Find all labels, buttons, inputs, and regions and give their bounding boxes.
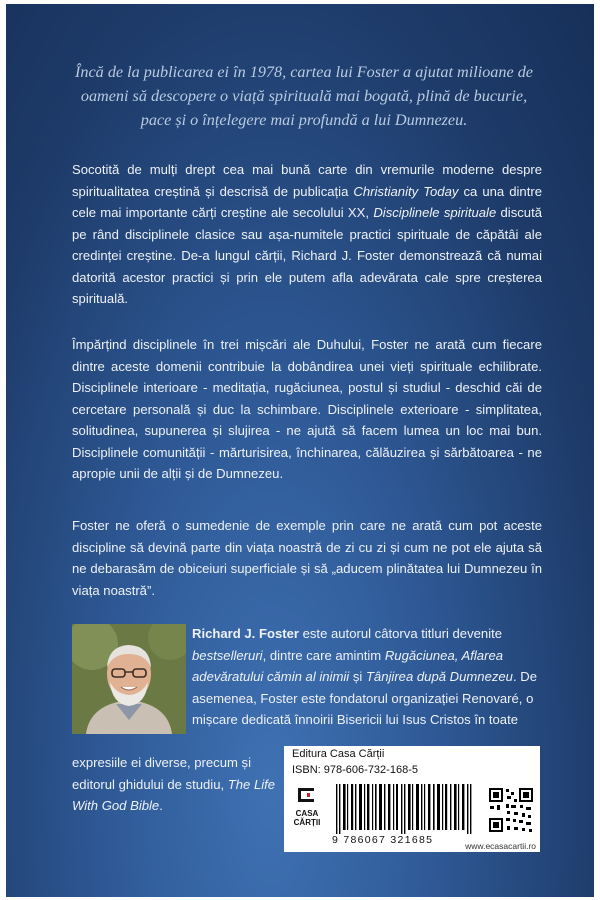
author-photo xyxy=(72,624,186,734)
bio-text-6: . xyxy=(159,798,163,813)
p1-italic-2: Disciplinele spirituale xyxy=(373,205,497,220)
bio-italic-1: bestselleruri xyxy=(192,647,263,663)
p1-text-3: discută pe rând disciplinele clasice sau așa-numitele practici spirituale de căpătâi ale credinței creștine. De-a lungul cărții, Richard J. Foster demonstrează că numai datorită acestor practici și prin ele putem afla adevărata cale spre creșterea spirituală. xyxy=(72,205,542,306)
back-cover xyxy=(6,4,594,897)
bio-italic-2: Rugăciunea, Aflarea adevăratului cămin al inimii xyxy=(192,647,504,684)
qr-code xyxy=(487,786,535,834)
author-bio-continued xyxy=(72,752,282,817)
intro-quote: Încă de la publicarea ei în 1978, cartea lui Foster a ajutat milioane de oameni să descopere o viață spirituală mai bogată, plină de bucurie, pace și o înțelegere mai profundă a lui Dumnezeu. xyxy=(75,63,533,129)
barcode-number: 9 786067 321685 xyxy=(332,834,434,846)
publisher-name: Editura Casa Cărții xyxy=(292,748,385,760)
bio-text-4: . De asemenea, Foster este fondatorul organizației Renovaré, o mișcare dedicată înnoirii Bisericii lui Isus Cristos în toate xyxy=(192,669,537,727)
description-paragraph-2: Împărțind disciplinele în trei mișcări ale Duhului, Foster ne arată cum fiecare dintre aceste domenii contribuie la dobândirea unei vieți spirituale echilibrate. Disciplinele interioare - meditația, rugăciunea, postul și studiul - deschid căi de cercetare personală și duc la schimbare. Disciplinele exterioare - simplitatea, solitudinea, supunerea și slujirea - ne ajută să facem lumea un loc mai bun. Disciplinele comunității - mărturisirea, închinarea, călăuzirea și sărbătoarea - ne apropie unii de alții și de Dumnezeu. xyxy=(72,337,542,481)
publisher-info-box xyxy=(284,746,540,852)
publisher-logo-icon xyxy=(294,786,318,804)
bio-text-2: , dintre care amintim xyxy=(262,647,385,663)
publisher-logo xyxy=(292,786,322,827)
p1-text-2: ca una dintre cele mai importante cărți creștine ale secolului XX, xyxy=(72,183,542,220)
logo-line-1: CASA xyxy=(295,809,319,818)
author-name: Richard J. Foster xyxy=(192,626,299,641)
bio-text-1: este autorul câtorva titluri devenite xyxy=(298,626,503,641)
author-bio xyxy=(192,623,546,731)
barcode xyxy=(332,784,480,834)
website-text: www.ecasacartii.ro xyxy=(465,841,536,851)
logo-line-2: CĂRȚII xyxy=(293,818,321,827)
description-paragraph-3: Foster ne oferă o sumedenie de exemple prin care ne arată cum pot aceste discipline să devină parte din viața noastră de zi cu zi și cum ne pot ele ajuta să ne debarasăm de obiceiuri superficiale și să „aducem plinătatea lui Dumnezeu în viața noastră”. xyxy=(72,518,542,598)
isbn-text: ISBN: 978-606-732-168-5 xyxy=(292,764,418,776)
description-paragraph-1 xyxy=(72,159,542,310)
bio-italic-3: Tânjirea după Dumnezeu xyxy=(365,669,513,684)
p1-italic-1: Christianity Today xyxy=(353,183,459,199)
bio-text-5: expresiile ei diverse, precum și editorul ghidului de studiu, xyxy=(72,755,252,792)
p1-text-1: Socotită de mulți drept cea mai bună carte din vremurile moderne despre spiritualitatea creștină și descrisă de publicația xyxy=(72,162,542,199)
bio-italic-5: The Life With God Bible xyxy=(72,776,276,813)
bio-text-3: și xyxy=(349,669,366,684)
